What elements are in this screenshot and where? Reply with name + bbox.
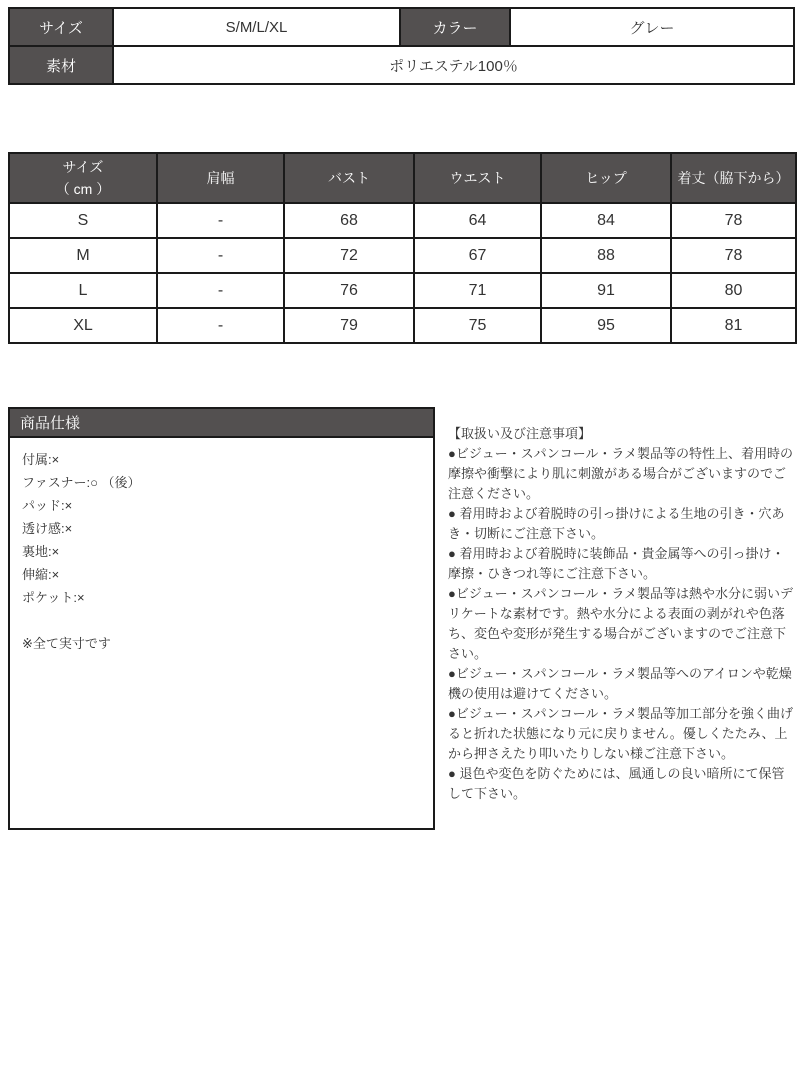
measurement-cell: - — [157, 308, 284, 343]
size-cm-header-line2: （ cm ） — [55, 181, 111, 197]
length-header: 着丈（脇下から） — [671, 153, 796, 203]
size-name-cell: M — [9, 238, 157, 273]
measurement-cell: 78 — [671, 203, 796, 238]
spec-note: ※全て実寸です — [22, 636, 111, 651]
size-value-cell: S/M/L/XL — [113, 8, 400, 46]
size-row-xl — [9, 308, 796, 343]
measurement-cell: 88 — [541, 238, 671, 273]
precautions-title: 【取扱い及び注意事項】 — [448, 426, 592, 441]
measurement-cell: 78 — [671, 238, 796, 273]
bust-header: バスト — [284, 153, 414, 203]
spec-row-material — [9, 46, 794, 84]
measurement-cell: - — [157, 203, 284, 238]
measurement-cell: 64 — [414, 203, 541, 238]
precaution-item: ●ビジュー・スパンコール・ラメ製品等へのアイロンや乾燥機の使用は避けてください。 — [448, 666, 792, 701]
precautions-section — [448, 424, 796, 804]
measurement-cell: 84 — [541, 203, 671, 238]
measurement-cell: 71 — [414, 273, 541, 308]
product-spec-body — [10, 438, 433, 665]
size-row-s — [9, 203, 796, 238]
measurement-cell: - — [157, 273, 284, 308]
color-value-cell: グレー — [510, 8, 794, 46]
measurement-cell: 79 — [284, 308, 414, 343]
measurement-cell: 68 — [284, 203, 414, 238]
measurement-cell: 67 — [414, 238, 541, 273]
spec-item: ファスナー:○ （後） — [22, 475, 141, 490]
size-row-l — [9, 273, 796, 308]
spec-item: 付属:× — [22, 452, 60, 467]
spec-item: ポケット:× — [22, 590, 85, 605]
product-spec-box — [8, 407, 435, 830]
product-spec-title-bar: 商品仕様 — [10, 409, 433, 438]
size-label-cell: サイズ — [9, 8, 113, 46]
measurement-cell: 95 — [541, 308, 671, 343]
size-cm-header-line1: サイズ — [62, 158, 104, 175]
measurement-cell: 76 — [284, 273, 414, 308]
measurement-cell: 80 — [671, 273, 796, 308]
measurement-cell: 91 — [541, 273, 671, 308]
size-cm-header — [9, 153, 157, 203]
precaution-item: ●ビジュー・スパンコール・ラメ製品等加工部分を強く曲げると折れた状態になり元に戻りません。優しくたたみ、上から押さえたり叩いたりしない様ご注意下さい。 — [448, 706, 793, 761]
material-label-cell: 素材 — [9, 46, 113, 84]
shoulder-header: 肩幅 — [157, 153, 284, 203]
color-label-cell: カラー — [400, 8, 510, 46]
size-name-cell: XL — [9, 308, 157, 343]
size-chart-table — [8, 152, 797, 344]
precaution-item: ●ビジュー・スパンコール・ラメ製品等の特性上、着用時の摩擦や衝撃により肌に刺激がある場合がございますのでご注意ください。 — [448, 446, 793, 501]
material-value-cell: ポリエステル100％ — [113, 46, 794, 84]
precaution-item: ●ビジュー・スパンコール・ラメ製品等は熱や水分に弱いデリケートな素材です。熱や水分による表面の剥がれや色落ち、変色や変形が発生する場合がございますのでご注意下さい。 — [448, 586, 793, 661]
spec-item: 透け感:× — [22, 521, 73, 536]
size-name-cell: L — [9, 273, 157, 308]
spec-item: パッド:× — [22, 498, 73, 513]
measurement-cell: 75 — [414, 308, 541, 343]
measurement-cell: 72 — [284, 238, 414, 273]
hip-header: ヒップ — [541, 153, 671, 203]
precaution-item: ● 着用時および着脱時に装飾品・貴金属等への引っ掛け・摩擦・ひきつれ等にご注意下さい。 — [448, 546, 785, 581]
precaution-item: ● 着用時および着脱時の引っ掛けによる生地の引き・穴あき・切断にご注意下さい。 — [448, 506, 785, 541]
waist-header: ウエスト — [414, 153, 541, 203]
measurement-cell: - — [157, 238, 284, 273]
product-spec-table — [8, 7, 795, 85]
precaution-item: ● 退色や変色を防ぐためには、風通しの良い暗所にて保管して下さい。 — [448, 766, 785, 801]
size-chart-header-row — [9, 153, 796, 203]
size-name-cell: S — [9, 203, 157, 238]
spec-item: 伸縮:× — [22, 567, 60, 582]
spec-row-size-color — [9, 8, 794, 46]
measurement-cell: 81 — [671, 308, 796, 343]
size-row-m — [9, 238, 796, 273]
spec-item: 裏地:× — [22, 544, 60, 559]
